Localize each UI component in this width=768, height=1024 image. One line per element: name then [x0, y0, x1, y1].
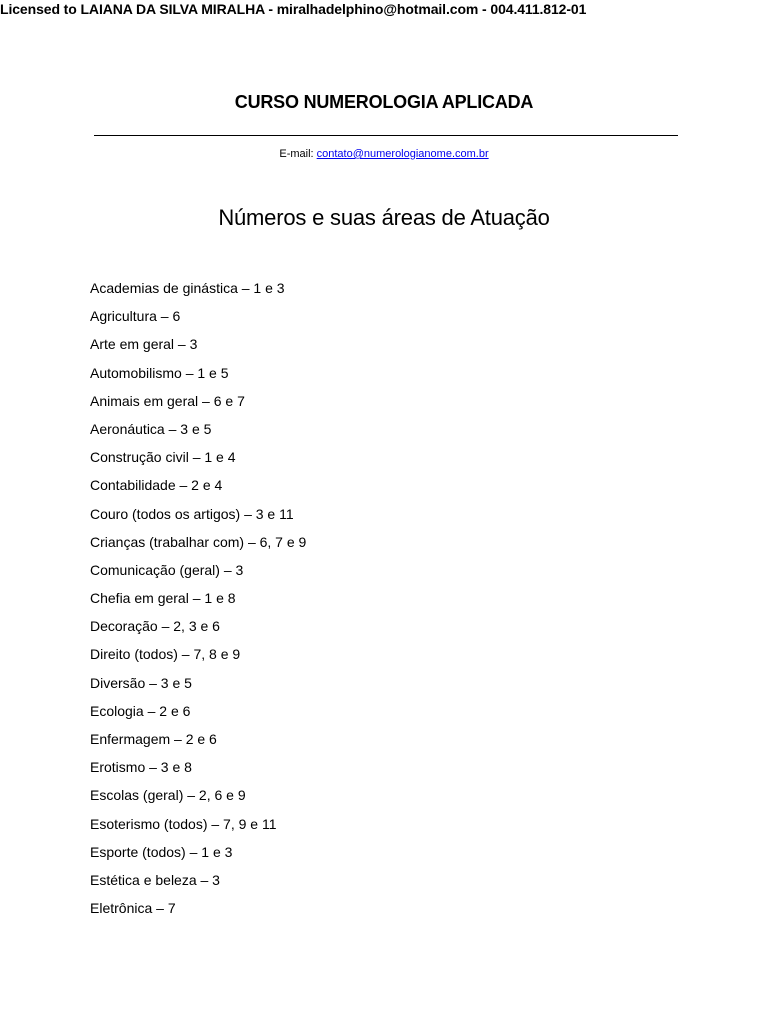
email-link[interactable]: contato@numerologianome.com.br	[316, 148, 489, 160]
list-item: Enfermagem – 2 e 6	[90, 731, 217, 747]
list-item: Diversão – 3 e 5	[90, 674, 192, 691]
list-item: Aeronáutica – 3 e 5	[90, 420, 212, 437]
email-line	[0, 148, 768, 160]
email-label: E-mail:	[279, 148, 317, 160]
list-item: Crianças (trabalhar com) – 6, 7 e 9	[90, 533, 307, 550]
list-item: Couro (todos os artigos) – 3 e 11	[90, 505, 294, 522]
list-item: Chefia em geral – 1 e 8	[90, 590, 236, 607]
list-item: Eletrônica – 7	[90, 900, 176, 917]
list-item: Ecologia – 2 e 6	[90, 702, 191, 719]
list-item: Comunicação (geral) – 3	[90, 561, 244, 578]
list-item: Erotismo – 3 e 8	[90, 759, 192, 776]
list-item: Esporte (todos) – 1 e 3	[90, 843, 233, 860]
list-item: Construção civil – 1 e 4	[90, 449, 236, 466]
list-item: Escolas (geral) – 2, 6 e 9	[90, 787, 246, 804]
list-item: Estética e beleza – 3	[90, 871, 220, 888]
license-watermark: Licensed to LAIANA DA SILVA MIRALHA - miralhadelphino@hotmail.com - 004.411.812-01	[0, 1, 587, 17]
list-item: Decoração – 2, 3 e 6	[90, 618, 220, 635]
list-item: Direito (todos) – 7, 8 e 9	[90, 646, 241, 663]
course-title: CURSO NUMEROLOGIA APLICADA	[234, 92, 534, 112]
list-item: Academias de ginástica – 1 e 3	[90, 280, 285, 296]
areas-list	[90, 278, 306, 926]
list-item: Automobilismo – 1 e 5	[90, 364, 229, 381]
list-item: Arte em geral – 3	[90, 336, 198, 353]
list-item: Agricultura – 6	[90, 308, 181, 325]
list-item: Animais em geral – 6 e 7	[90, 392, 245, 409]
section-title: Números e suas áreas de Atuação	[218, 205, 550, 230]
list-item: Contabilidade – 2 e 4	[90, 477, 223, 494]
header-divider	[94, 135, 678, 136]
list-item: Esoterismo (todos) – 7, 9 e 11	[90, 815, 277, 832]
